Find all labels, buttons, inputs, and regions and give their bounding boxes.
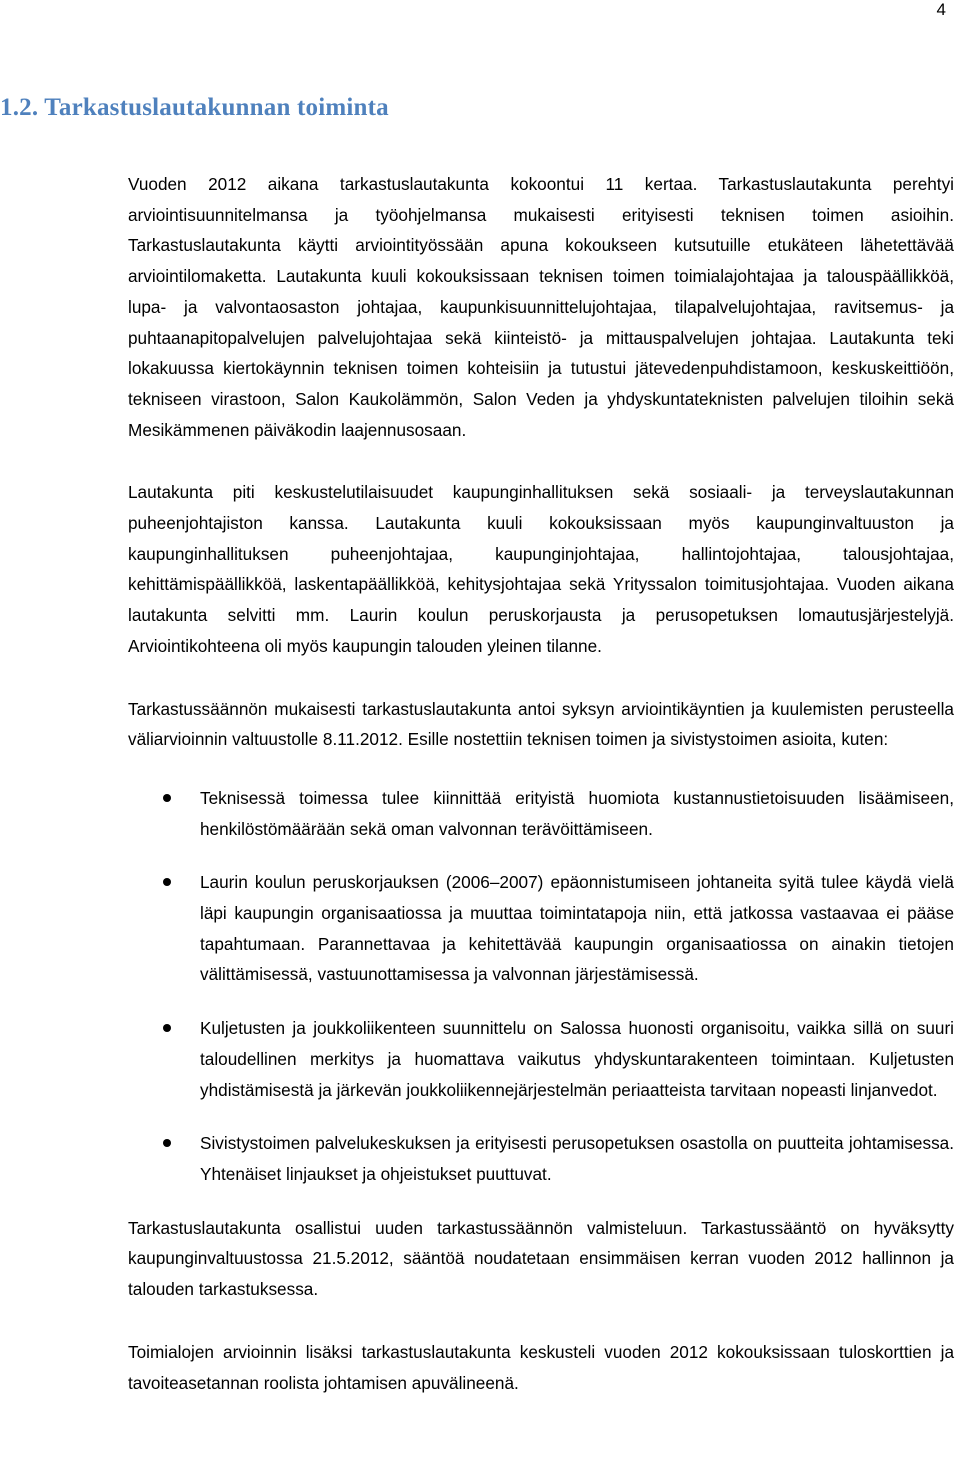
list-item: [128, 1128, 954, 1189]
findings-list: [128, 783, 954, 1190]
list-item: [128, 1013, 954, 1105]
bullet-icon: [163, 794, 171, 802]
list-item-text: Teknisessä toimessa tulee kiinnittää erityistä huomiota kustannustietoisuuden lisäämiseen, henkilöstömäärään sekä oman valvonnan terävöittämiseen.: [200, 787, 954, 839]
paragraph-performance-cards: Toimialojen arvioinnin lisäksi tarkastuslautakunta keskusteli vuoden 2012 kokouksissaan tuloskorttien ja tavoiteasetannan roolista johtamisen apuvälineenä.: [128, 1341, 954, 1393]
list-item: [128, 783, 954, 844]
section-heading: 1.2. Tarkastuslautakunnan toiminta: [0, 94, 389, 121]
list-item-text: Laurin koulun peruskorjauksen (2006–2007) epäonnistumiseen johtaneita syitä tulee käydä vielä läpi kaupungin organisaatiossa ja muuttaa toimintatapoja niin, että jatkossa vastaavaa ei pääse tapahtumaan. Parannettavaa ja kehitettävää kaupungin organisaatiossa on ainakin tietojen välittämisessä, vastuunottamisessa ja valvonnan järjestämisessä.: [200, 872, 954, 985]
bullet-icon: [163, 1024, 171, 1032]
paragraph-meetings: Vuoden 2012 aikana tarkastuslautakunta kokoontui 11 kertaa. Tarkastuslautakunta perehtyi arviointisuunnitelmansa ja työohjelmansa mukaisesti erityisesti teknisen toimen asioihin. Tarkastuslautakunta käytti arviointityössään apuna kokoukseen kutsutuille etukäteen lähetettävää arviointilomaketta. Lautakunta kuuli kokouksissaan teknisen toimen toimialajohtajaa ja talouspäällikköä, lupa- ja valvontaosaston johtajaa, kaupunkisuunnittelujohtajaa, tilapalvelujohtajaa, ravitsemus- ja puhtaanapitopalvelujen palvelujohtajaa sekä kiinteistö- ja mittauspalvelujen johtajaa. Lautakunta teki lokakuussa kiertokäynnin teknisen toimen kohteisiin ja tutustui jätevedenpuhdistamoon, keskuskeittiöön, tekniseen virastoon, Salon Kaukolämmön, Salon Veden ja yhdyskuntateknisten palvelujen tiloihin sekä Mesikämmenen päiväkodin laajennusosaan.: [128, 174, 954, 440]
list-item-text: Sivistystoimen palvelukeskuksen ja erityisesti perusopetuksen osastolla on puutteita johtamisessa. Yhtenäiset linjaukset ja ohjeistukset puuttuvat.: [200, 1133, 954, 1184]
bullet-icon: [163, 1139, 171, 1147]
bullet-icon: [163, 878, 171, 886]
document-body: [128, 169, 954, 1398]
list-item: [128, 867, 954, 990]
paragraph-audit-rules: Tarkastuslautakunta osallistui uuden tarkastussäännön valmisteluun. Tarkastussääntö on hyväksytty kaupunginvaltuustossa 21.5.2012, sääntöä noudatetaan ensimmäisen kerran vuoden 2012 hallinnon ja talouden tarkastuksessa.: [128, 1217, 954, 1300]
list-item-text: Kuljetusten ja joukkoliikenteen suunnittelu on Salossa huonosti organisoitu, vaikka sillä on suuri taloudellinen merkitys ja huomattava vaikutus yhdyskuntarakenteen toimintaan. Kuljetusten yhdistämisestä ja järkevän joukkoliikennejärjestelmän periaatteista tarvitaan nopeasti linjanvedot.: [200, 1018, 954, 1100]
paragraph-discussions: Lautakunta piti keskustelutilaisuudet kaupunginhallituksen sekä sosiaali- ja terveyslautakunnan puheenjohtajiston kanssa. Lautakunta kuuli kokouksissaan myös kaupunginvaltuuston ja kaupunginhallituksen puheenjohtajaa, kaupunginjohtajaa, hallintojohtajaa, talousjohtajaa, kehittämispäällikköä, laskentapäällikköä, kehitysjohtajaa sekä Yrityssalon toimitusjohtajaa. Vuoden aikana lautakunta selvitti mm. Laurin koulun peruskorjausta ja perusopetuksen lomautusjärjestelyjä. Arviointikohteena oli myös kaupungin talouden yleinen tilanne.: [128, 482, 954, 656]
paragraph-interim-evaluation: Tarkastussäännön mukaisesti tarkastuslautakunta antoi syksyn arviointikäyntien ja kuulemisten perusteella väliarvioinnin valtuustolle 8.11.2012. Esille nostettiin teknisen toimen ja sivistystoimen asioita, kuten:: [128, 698, 954, 750]
page-number: 4: [936, 0, 946, 19]
